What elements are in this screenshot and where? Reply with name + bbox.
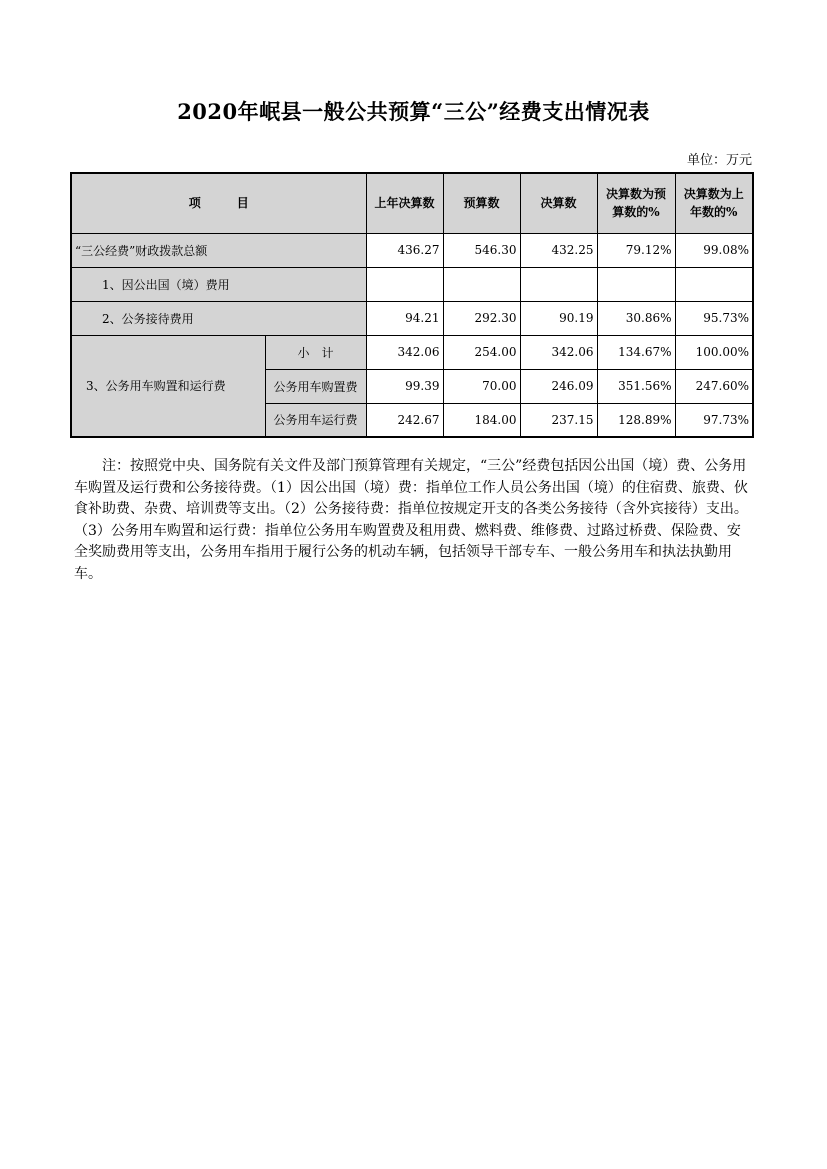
cell-final: 342.06 (520, 335, 597, 369)
header-item: 项 目 (71, 173, 366, 233)
cell-final-vs-budget: 30.86% (597, 301, 675, 335)
cell-budget: 70.00 (443, 369, 520, 403)
header-final-vs-prev: 决算数为上年数的% (675, 173, 753, 233)
cell-budget: 254.00 (443, 335, 520, 369)
cell-prev-final: 436.27 (366, 233, 443, 267)
cell-prev-final: 94.21 (366, 301, 443, 335)
sub-label-purchase: 公务用车购置费 (265, 369, 366, 403)
cell-final-vs-budget: 128.89% (597, 403, 675, 437)
cell-final-vs-budget: 79.12% (597, 233, 675, 267)
unit-label: 单位：万元 (686, 153, 752, 168)
header-budget: 预算数 (443, 173, 520, 233)
table-row (71, 335, 753, 369)
cell-budget: 292.30 (443, 301, 520, 335)
header-final: 决算数 (520, 173, 597, 233)
sub-label-subtotal: 小 计 (265, 335, 366, 369)
cell-prev-final (366, 267, 443, 301)
cell-final-vs-budget: 351.56% (597, 369, 675, 403)
cell-final-vs-budget: 134.67% (597, 335, 675, 369)
cell-final: 90.19 (520, 301, 597, 335)
cell-prev-final: 99.39 (366, 369, 443, 403)
table-row (71, 233, 753, 267)
header-final-vs-budget: 决算数为预算数的% (597, 173, 675, 233)
table-row (71, 301, 753, 335)
header-row (71, 173, 753, 233)
cell-final-vs-prev: 99.08% (675, 233, 753, 267)
sub-label-operation: 公务用车运行费 (265, 403, 366, 437)
cell-final: 246.09 (520, 369, 597, 403)
row-label-travel: 1、因公出国（境）费用 (71, 267, 366, 301)
cell-final: 237.15 (520, 403, 597, 437)
cell-final-vs-prev: 100.00% (675, 335, 753, 369)
page-title: 2020年岷县一般公共预算“三公”经费支出情况表 (177, 99, 650, 124)
row-label-reception: 2、公务接待费用 (71, 301, 366, 335)
cell-final-vs-prev: 247.60% (675, 369, 753, 403)
row-label-total: “三公经费”财政拨款总额 (71, 233, 366, 267)
cell-budget: 546.30 (443, 233, 520, 267)
header-prev-final: 上年决算数 (366, 173, 443, 233)
table-row (71, 267, 753, 301)
footnote: 注：按照党中央、国务院有关文件及部门预算管理有关规定，“三公”经费包括因公出国（境）费、公务用车购置及运行费和公务接待费。（1）因公出国（境）费：指单位工作人员公务出国（境）的住宿费、旅费、伙食补助费、杂费、培训费等支出。（2）公务接待费：指单位按规定开支的各类公务接待（含外宾接待）支出。（3）公务用车购置和运行费：指单位公务用车购置费及租用费、燃料费、维修费、过路过桥费、保险费、安全奖励费用等支出，公务用车指用于履行公务的机动车辆，包括领导干部专车、一般公务用车和执法执勤用车。 (74, 458, 748, 582)
cell-final-vs-prev: 97.73% (675, 403, 753, 437)
cell-budget (443, 267, 520, 301)
cell-prev-final: 342.06 (366, 335, 443, 369)
row-label-vehicle: 3、公务用车购置和运行费 (71, 335, 265, 437)
cell-final (520, 267, 597, 301)
cell-final-vs-prev: 95.73% (675, 301, 753, 335)
cell-final: 432.25 (520, 233, 597, 267)
cell-final-vs-prev (675, 267, 753, 301)
cell-prev-final: 242.67 (366, 403, 443, 437)
cell-final-vs-budget (597, 267, 675, 301)
cell-budget: 184.00 (443, 403, 520, 437)
expense-table (70, 172, 754, 438)
